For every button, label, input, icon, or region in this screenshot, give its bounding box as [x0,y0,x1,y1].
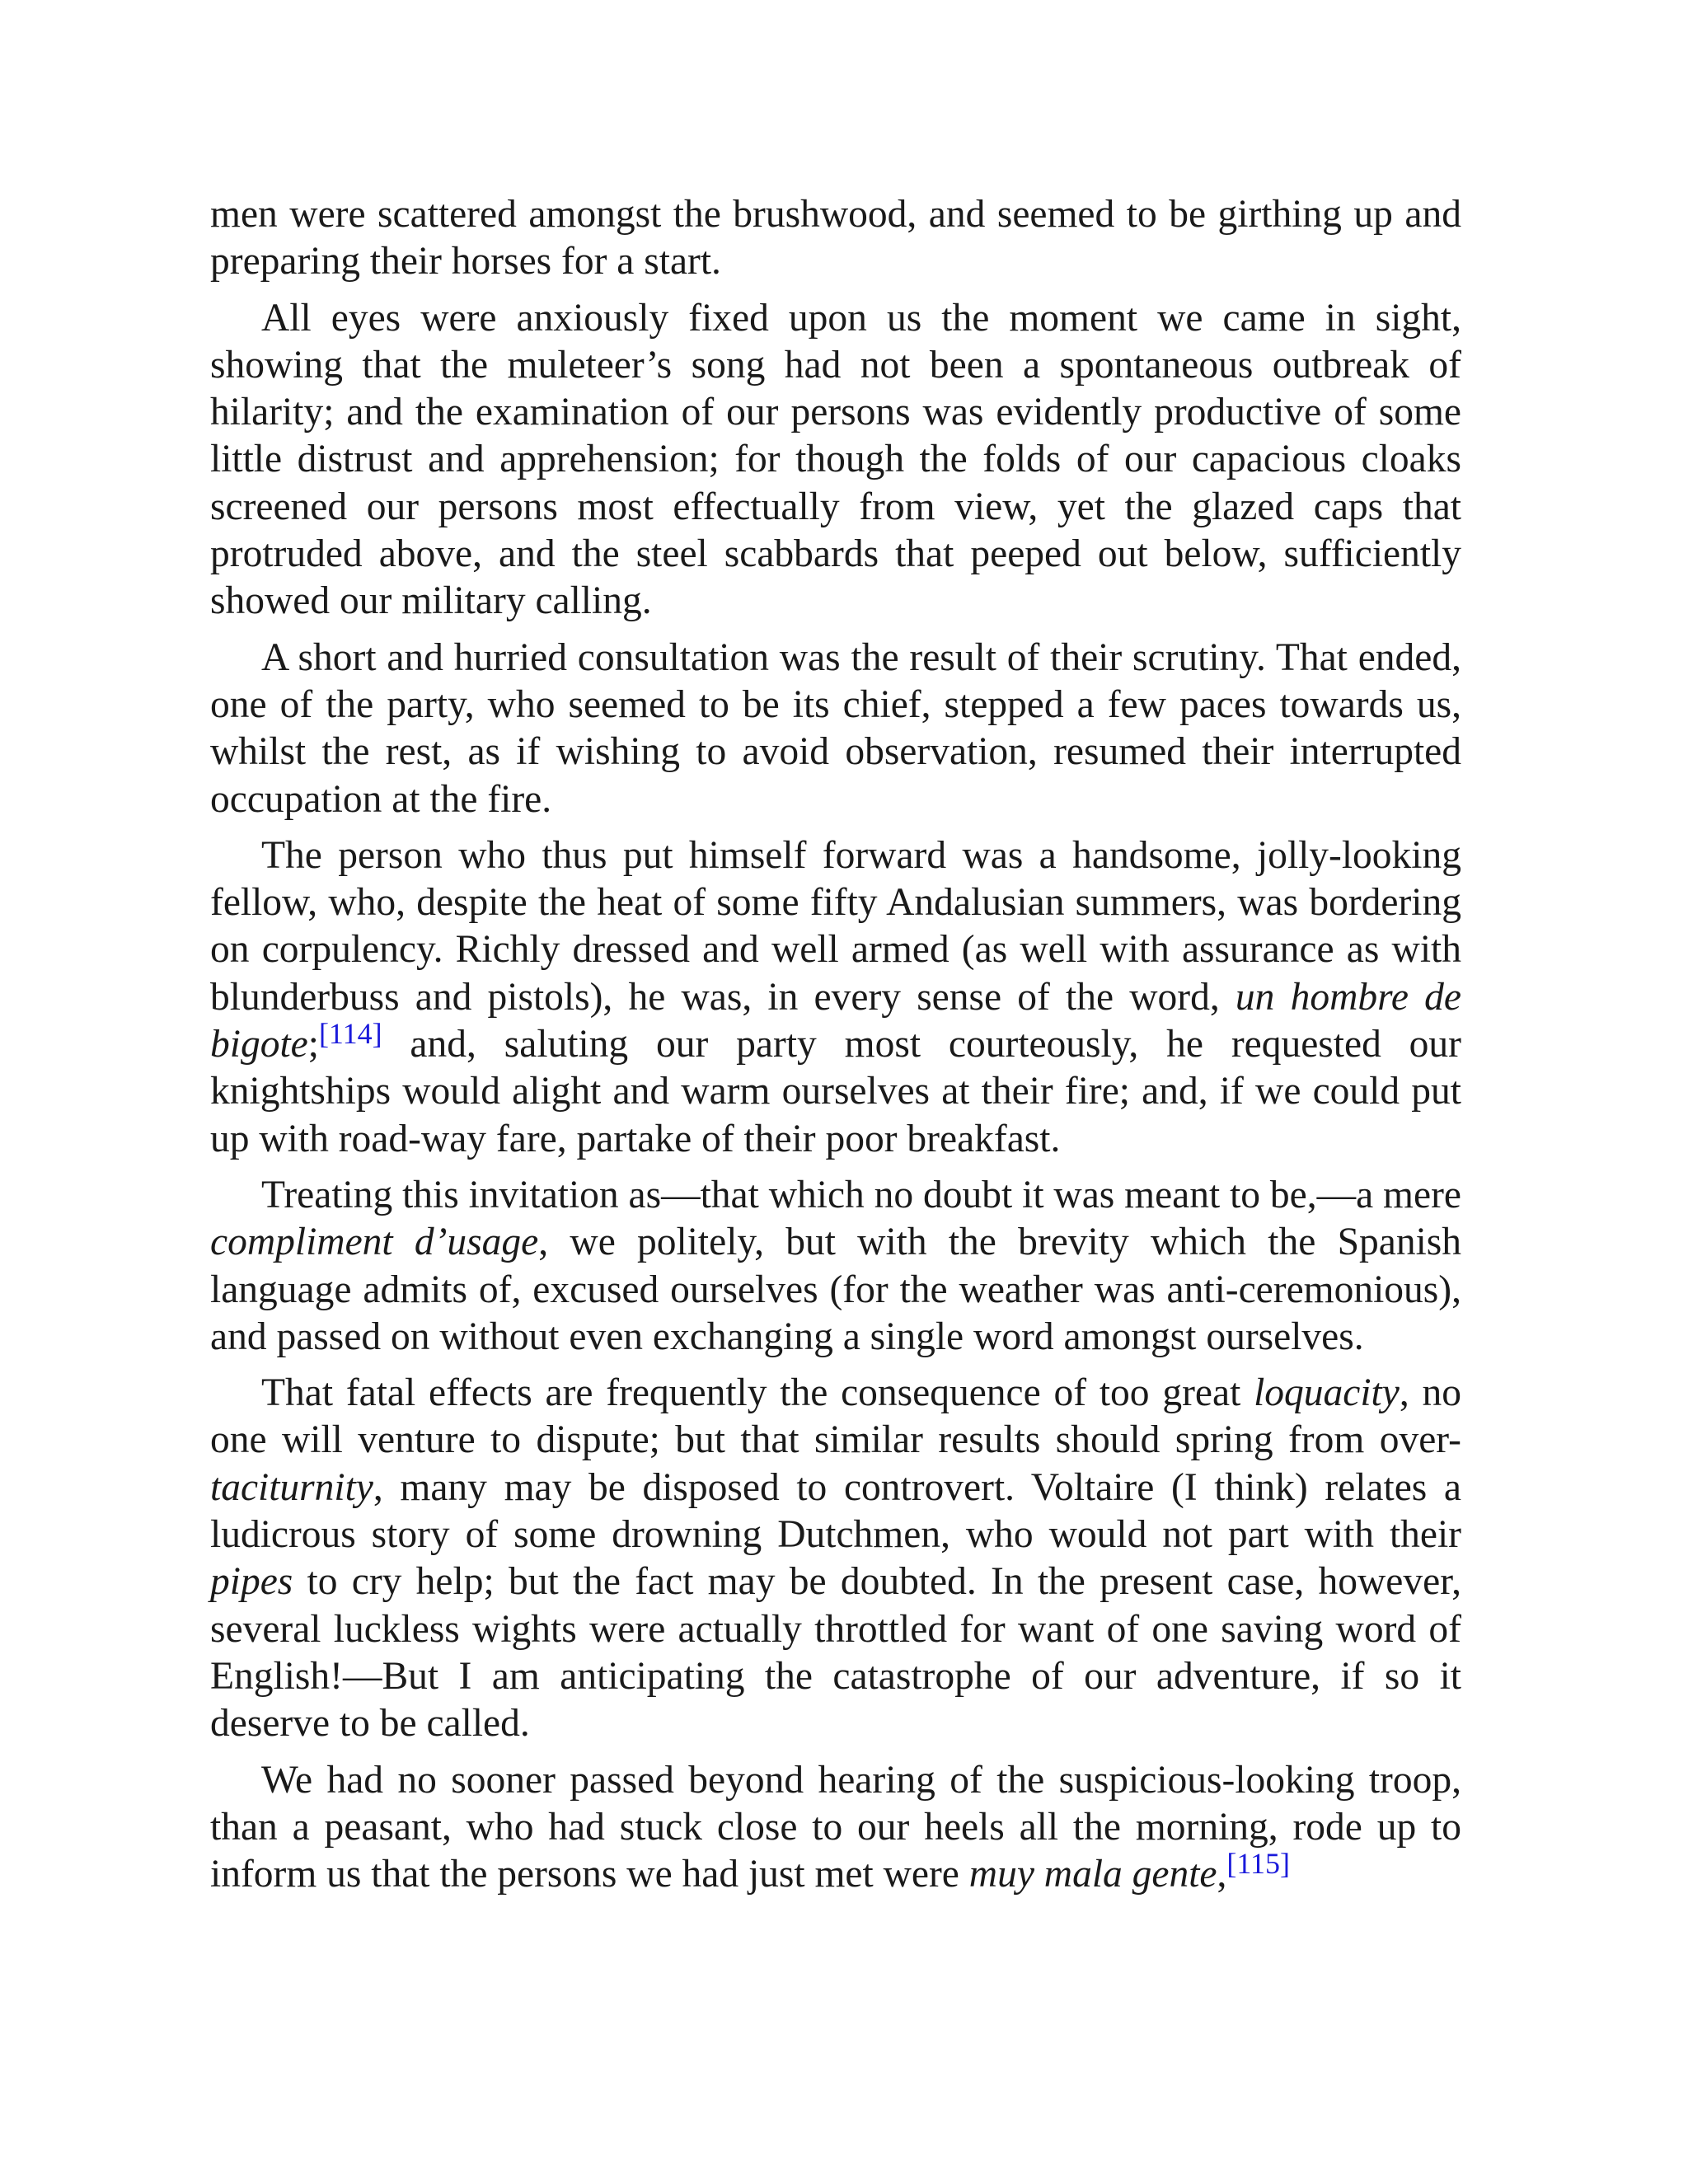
paragraph-text: All eyes were anxiously fixed upon us the moment we came in sight, showing that the muleteer’s song had not been a spontaneous outbreak of hilarity; and the examination of our persons was evidently productive of some little distrust and apprehension; for though the folds of our capacious cloaks screened our persons most effectually from view, yet the glazed caps that protruded above, and the steel scabbards that peeped out below, sufficiently showed our military calling. [210,296,1461,623]
italic-phrase: pipes [210,1560,293,1604]
paragraph-text: A short and hurried consultation was the result of their scrutiny. That ended, one of the party, who seemed to be its chief, stepped a few paces towards us, whilst the rest, as if wishing to avoid observation, resumed their interrupted occupation at the fire. [210,635,1461,821]
paragraph-text: and, saluting our party most courteously, he requested our knightships would alight and warm ourselves at their fire; and, if we could put up with road-way fare, partake of their poor breakfast. [210,1023,1461,1160]
paragraph-7 [210,1757,1461,1899]
paragraph-3 [210,635,1461,823]
paragraph-text: Treating this invitation as—that which no doubt it was meant to be,—a mere [261,1173,1461,1216]
italic-phrase: muy mala gente [968,1853,1217,1896]
paragraph-text: The person who thus put himself forward was a handsome, jolly-looking fellow, who, despite the heat of some fifty Andalusian summers, was bordering on corpulency. Richly dressed and well armed (as well with assurance as with blunderbuss and pistols), he was, in every sense of the word, [210,833,1461,1019]
paragraph-text: to cry help; but the fact may be doubted. In the present case, however, several luckless wights were actually throttled for want of one saving word of English!—But I am anticipating the catastrophe of our adventure, if so it deserve to be called. [210,1560,1461,1746]
paragraph-5 [210,1172,1461,1361]
paragraph-text: , no one will venture to dispute; but that similar results should spring from over- [210,1371,1462,1462]
paragraph-text: , [1217,1853,1227,1896]
paragraph-2 [210,295,1461,626]
paragraph-text: , we politely, but with the brevity which the Spanish language admits of, excused ourselves (for the weather was anti-ceremonious), and passed on without even exchanging a single word amongst ourselves. [210,1221,1462,1358]
italic-phrase: compliment d’usage [210,1221,539,1264]
paragraph-text: That fatal effects are frequently the consequence of too great [261,1371,1254,1415]
paragraph-text: men were scattered amongst the brushwood, and seemed to be girthing up and preparing their horses for a start. [210,193,1461,284]
footnote-link-114[interactable]: [114] [318,1017,382,1051]
paragraph-text: ; [307,1023,319,1066]
italic-phrase: un hombre de bigote [210,975,1461,1066]
paragraph-4 [210,832,1461,1163]
paragraph-1 [210,191,1461,286]
paragraph-text: , many may be disposed to controvert. Voltaire (I think) relates a ludicrous story of some drowning Dutchmen, who would not part with their [210,1465,1461,1557]
book-page [210,191,1461,1907]
italic-phrase: loquacity [1254,1371,1400,1415]
footnote-link-115[interactable]: [115] [1226,1847,1291,1881]
paragraph-6 [210,1370,1461,1747]
italic-phrase: taciturnity [210,1465,373,1509]
paragraph-text: We had no sooner passed beyond hearing of the suspicious-looking troop, than a peasant, who had stuck close to our heels all the morning, rode up to inform us that the persons we had just met were [210,1758,1461,1896]
